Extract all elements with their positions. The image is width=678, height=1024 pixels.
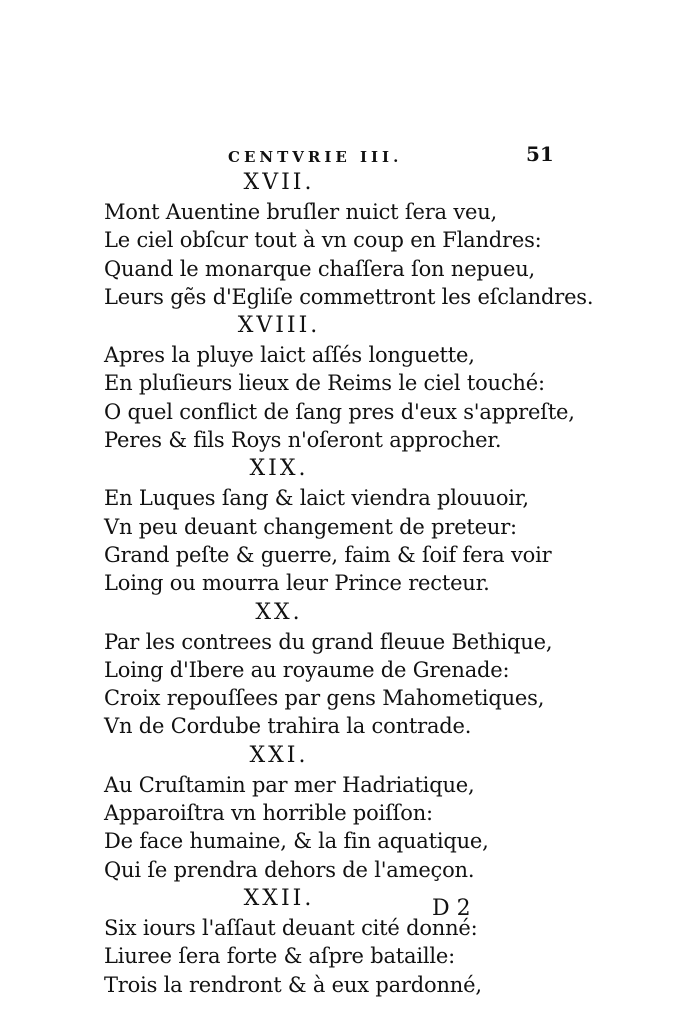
verse-line: Grand peſte & guerre, faim & ſoif fera voir xyxy=(104,542,552,567)
quatrain-number: XXI. xyxy=(249,742,309,768)
quatrain-number: XVIII. xyxy=(237,313,321,339)
quatrain-18 xyxy=(104,311,575,454)
text-block xyxy=(104,168,594,999)
verse-line: Liuree ſera forte & aſpre bataille: xyxy=(104,944,456,969)
verse-line: Loing ou mourra leur Prince recteur. xyxy=(104,571,490,596)
signature-mark: D 2 xyxy=(432,896,471,921)
quatrain-21 xyxy=(104,741,544,884)
running-title: CENTVRIE III. xyxy=(228,148,403,166)
verse-line: Loing d'Ibere au royaume de Grenade: xyxy=(104,657,510,682)
verse-line: Trois la rendront & à eux pardonné, xyxy=(104,972,482,997)
verse-line: Quand le monarque chaſſera ſon nepueu, xyxy=(104,256,536,281)
quatrain-number: XVII. xyxy=(243,170,315,195)
quatrain-number: XXII. xyxy=(243,885,315,911)
quatrain-number: XIX. xyxy=(249,456,309,482)
quatrain-22 xyxy=(104,884,544,999)
verse-line: Peres & fils Roys n'oſeront approcher. xyxy=(104,428,502,453)
verse-line: Par les contrees du grand fleuue Bethique, xyxy=(104,629,553,654)
quatrain-20 xyxy=(104,598,553,741)
verse-line: Six iours l'aſſaut deuant cité donné: xyxy=(104,915,478,940)
verse-line: Vn peu deuant changement de preteur: xyxy=(104,514,517,539)
verse-line: Au Cruſtamin par mer Hadriatique, xyxy=(104,772,475,797)
verse-line: Qui ſe prendra dehors de l'ameçon. xyxy=(104,857,475,882)
verse-line: O quel conflict de ſang pres d'eux s'appreſte, xyxy=(104,399,575,424)
verse-line: Le ciel obſcur tout à vn coup en Flandres: xyxy=(104,228,542,253)
verse-line: Leurs gẽs d'Egliſe commettront les eſclandres. xyxy=(104,284,594,309)
verse-line: Mont Auentine bruſler nuict ſera veu, xyxy=(104,200,498,224)
quatrain-17 xyxy=(104,168,594,311)
verse-line: Apparoiſtra vn horrible poiſſon: xyxy=(104,801,433,826)
verse-line: En Luques ſang & laict viendra plouuoir, xyxy=(104,486,529,511)
verse-line: De face humaine, & la fin aquatique, xyxy=(104,829,489,854)
page-number: 51 xyxy=(526,142,554,166)
verse-line: Vn de Cordube trahira la contrade. xyxy=(104,714,472,739)
verse-line: En pluſieurs lieux de Reims le ciel touché: xyxy=(104,371,545,396)
quatrain-number: XX. xyxy=(255,599,303,625)
quatrain-19 xyxy=(104,454,552,597)
verse-line: Apres la pluye laict aſſés longuette, xyxy=(104,343,475,368)
verse-line: Croix repouſſees par gens Mahometiques, xyxy=(104,686,545,711)
